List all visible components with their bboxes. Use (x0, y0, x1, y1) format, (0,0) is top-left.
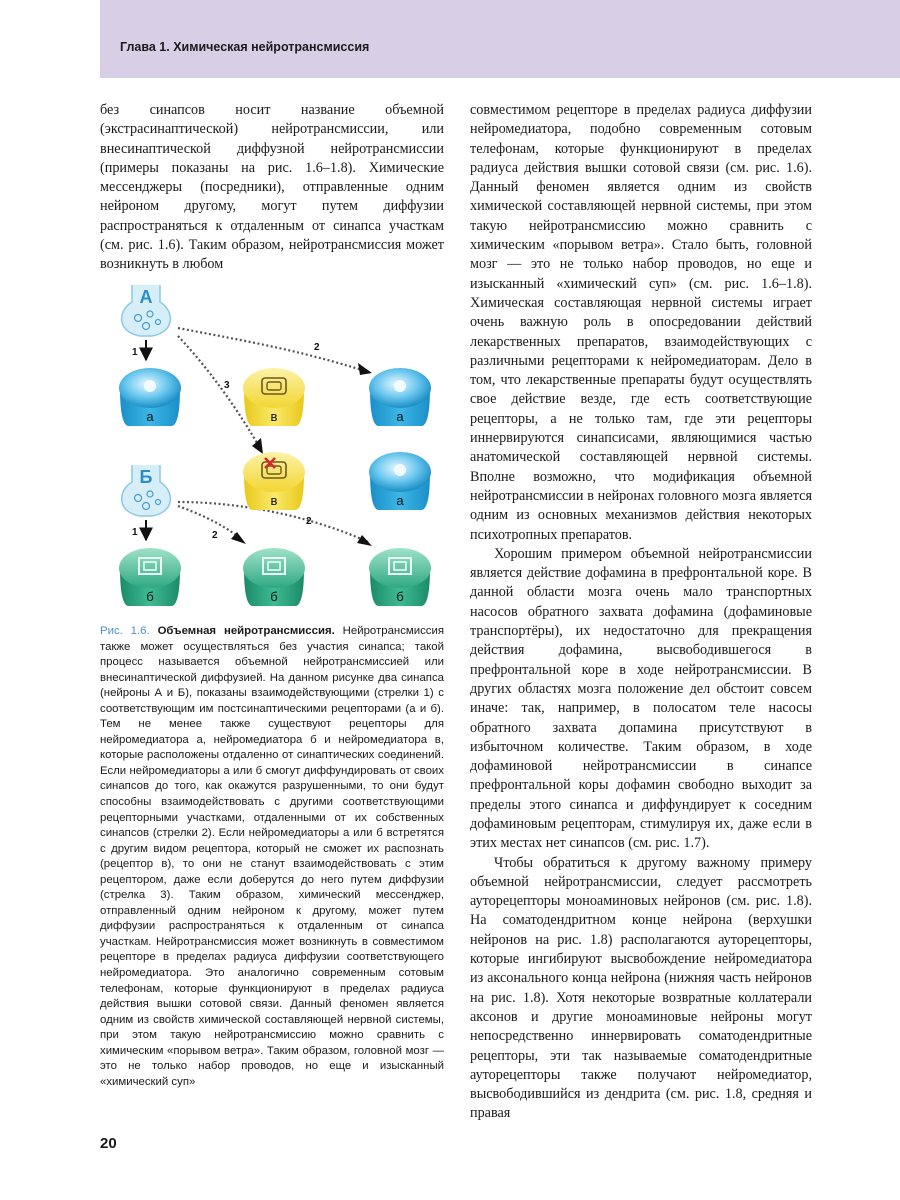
arrow-label-2-a: 2 (314, 342, 320, 353)
receptor-b-2 (243, 548, 305, 606)
receptor-label: б (146, 589, 154, 604)
arrow-label-1-a: 1 (132, 347, 138, 358)
right-paragraph-2: Хорошим примером объемной нейротрансмиссии является действие дофамина в префронтальной коре. В данной области мозга очень мало транспортных насосов обратного захвата дофамина (дофаминовые транспортёры), их недостаточно для прекращения действия дофамина, высвободившегося в префронтальной коре в ходе нейротрансмиссии. В других областях мозга положение дел обстоит совсем иначе: так, например, в полосатом теле насосы обратного захвата допамина присутствуют в избыточном количестве. Таким образом, в ходе дофаминовой нейротрансмиссии в синапсе префронтальной коры дофамин свободно выходит за пределы этого синапса и диффундирует к соседним дофаминовым рецепторам, стимулируя их, даже если в этих местах нет синапсов (см. рис. 1.7). (470, 545, 812, 852)
chapter-title: Глава 1. Химическая нейротрансмиссия (120, 40, 370, 54)
arrow-label-2-b1: 2 (212, 530, 218, 541)
arrow-label-1-b: 1 (132, 527, 138, 538)
left-column-text (100, 101, 444, 275)
arrow-label-2-b2: 2 (306, 516, 312, 527)
receptor-label: б (270, 589, 278, 604)
diffusion-path-a-2 (178, 328, 368, 372)
receptor-a-1 (119, 368, 181, 426)
receptor-v-2 (243, 452, 305, 510)
receptor-a-3 (369, 452, 431, 510)
receptor-b-1 (119, 548, 181, 606)
page-number: 20 (100, 1135, 117, 1152)
receptor-label: а (396, 409, 404, 424)
receptor-b-3 (369, 548, 431, 606)
chapter-header (100, 0, 900, 78)
arrowhead-b-2b (357, 535, 372, 546)
right-paragraph-3: Чтобы обратиться к другому важному примеру объемной нейротрансмиссии, следует рассмотреть ауторецепторы моноаминовых нейронов (см. рис. 1.8). На соматодендритном конце нейрона (верхушки нейронов на рис. 1.8) располагаются ауторецепторы, которые ингибируют высвобождение нейромедиатора из аксонального конца нейрона (нижняя часть нейронов на рис. 1.8). Хотя некоторые возвратные коллатерали аксонов и другие моноаминовые нейроны могут непосредственно иннервировать соматодендритные рецепторы, эти так называемые соматодендритные ауторецепторы также получают нейромедиатор, высвободившийся из дендрита (см. рис. 1.8, средняя и правая (470, 854, 812, 1122)
diffusion-path-b-2a (178, 506, 240, 538)
figure-caption (100, 624, 444, 1090)
left-paragraph: без синапсов носит название объемной (экстрасинаптической) нейротрансмиссии, или внесинаптической диффузной нейротрансмиссии (примеры показаны на рис. 1.6–1.8). Химические мессенджеры (посредники), отправленные одним нейроном другому, могут путем диффузии распространяться к отдаленным от синапса участкам (см. рис. 1.6). Таким образом, нейротрансмиссия может возникнуть в любом (100, 102, 444, 273)
caption-label: Рис. 1.6. (100, 625, 150, 637)
receptor-label: а (146, 409, 154, 424)
neuron-b (122, 465, 171, 516)
neuron-label-a: А (139, 287, 153, 307)
caption-text: Нейротрансмиссия также может осуществляться без участия синапса; такой процесс называется объемной нейротрансмиссией или внесинаптической диффузией. На данном рисунке два синапса (нейроны А и Б), показаны взаимодействующими (стрелки 1) с соответствующим им постсинаптическими рецепторами (а и б). Тем не менее также существуют рецепторы для нейромедиатора а, нейромедиатора б и нейромедиатора в, которые расположены отдаленно от синаптических соединений. Если нейромедиаторы а или б смогут диффундировать от своих синапсов до того, как окажутся разрушенными, то они будут способны взаимодействовать с другими соответствующими рецепторными участками, отдаленными от их собственных синапсов (стрелки 2). Если нейромедиаторы а или б встретятся с другим видом рецептора, который не сможет их распознать (рецептор в), то они не станут взаимодействовать с этим рецептором, даже если доберутся до него путем диффузии (стрелка 3). Таким образом, химический мессенджер, отправленный одним нейроном к другому, может путем диффузии распространяться к отдаленным от синапса участкам. Нейротрансмиссия может возникнуть в совместимом рецепторе в пределах радиуса диффузии соответствующего нейромедиатора. Это аналогично современным сотовым телефонам, которые функционируют в пределах радиуса действия вышки сотовой связи. Данный феномен является одним из свойств химической составляющей нервной системы, при этом такую нейротрансмиссию можно сравнить с химическим «порывом ветра». Таким образом, головной мозг — это не только набор проводов, но еще и изысканный «химический суп» (100, 625, 445, 1088)
receptor-label: б (396, 589, 404, 604)
arrowhead-a-3 (252, 438, 263, 454)
neuron-a (122, 285, 171, 336)
receptor-label: в (270, 493, 278, 508)
receptor-v-1 (243, 368, 305, 426)
receptor-a-2 (369, 368, 431, 426)
receptor-label: в (270, 409, 278, 424)
neuron-label-b: Б (139, 467, 153, 487)
right-paragraph-1: совместимом рецепторе в пределах радиуса диффузии нейромедиатора, подобно современным сотовым телефонам, которые функционируют в пределах радиуса действия вышки сотовой связи (см. рис. 1.6). Данный феномен является одним из свойств химической составляющей нервной системы, при этом такую нейротрансмиссию можно сравнить с химическим «порывом ветра». Стало быть, головной мозг — это не только набор проводов, но еще и изысканный «химический суп» (см. рис. 1.6–1.8). Химическая составляющая нервной системы играет очень важную роль в опосредовании действий лекарственных препаратов, взаимодействующих с различными рецепторами к нейромедиаторам. Дело в том, что лекарственные препараты будут осуществлять свое действие везде, где есть соответствующие рецепторы, а не только там, где эти рецепторы иннервируются синапсисами, являющимися частью анатомической составляющей нервной системы. Вполне возможно, что модификация объемной нейротрансмиссии в нейронах головного мозга является одним из основных механизмов действия некоторых психотропных препаратов. (470, 102, 812, 543)
arrowhead-b-2a (231, 532, 246, 544)
arrowhead-a-2 (358, 363, 372, 375)
caption-title: Объемная нейротрансмиссия. (157, 625, 335, 637)
figure-volume-neurotransmission (100, 280, 444, 616)
right-column-text (470, 101, 812, 1124)
receptor-label: а (396, 493, 404, 508)
arrow-label-3: 3 (224, 380, 230, 391)
